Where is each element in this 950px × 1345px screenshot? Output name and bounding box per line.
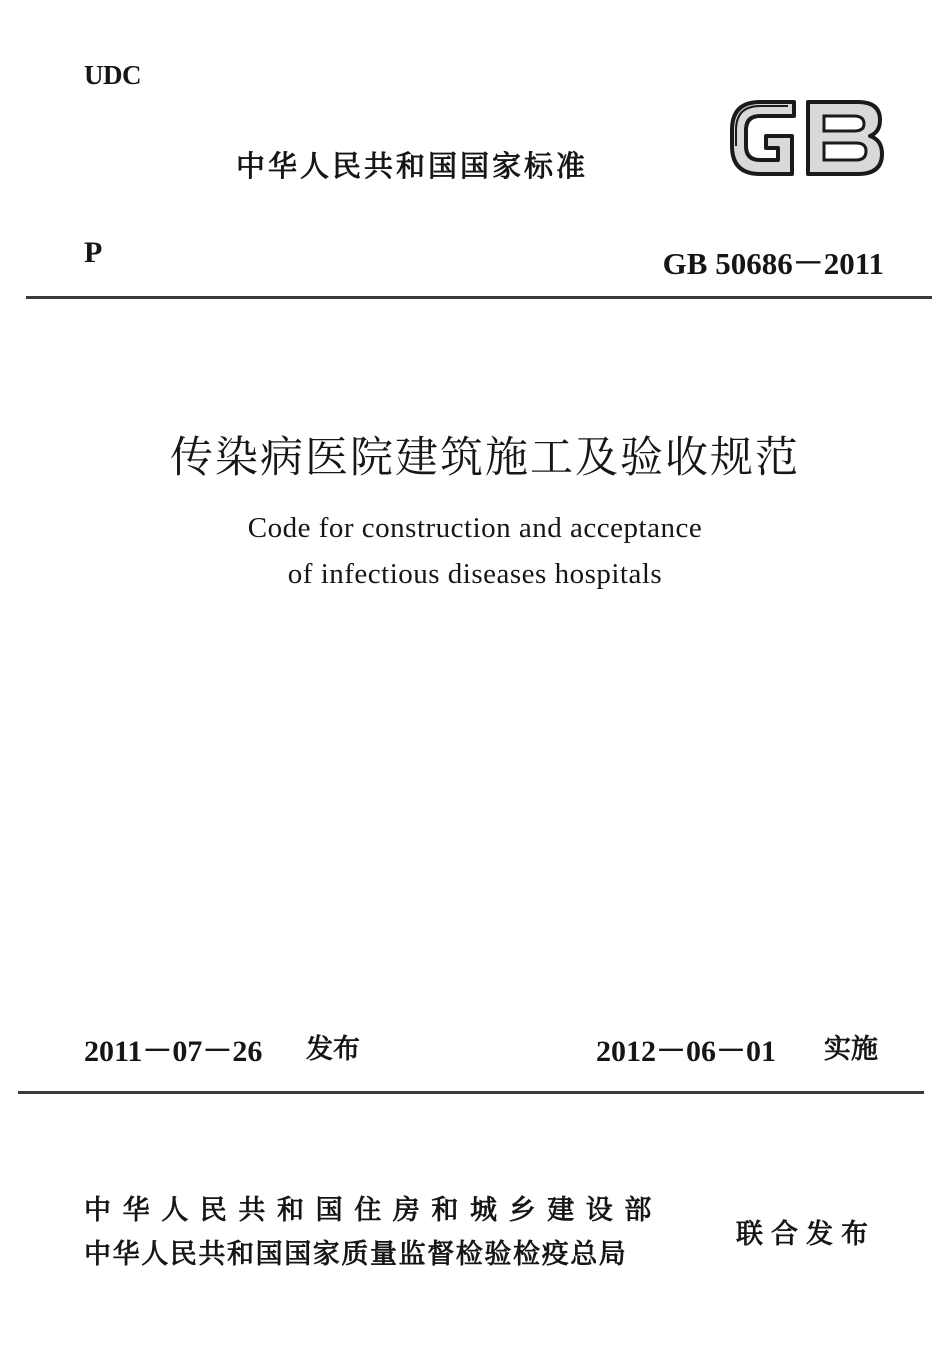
gb-logo bbox=[726, 96, 886, 180]
standard-number: GB 50686－2011 bbox=[662, 246, 884, 281]
title-english-line1: Code for construction and acceptance bbox=[247, 512, 703, 544]
title-english-line2: of infectious diseases hospitals bbox=[287, 558, 663, 590]
top-divider bbox=[26, 296, 932, 299]
udc-label: UDC bbox=[84, 60, 141, 90]
implementation-label: 实施 bbox=[824, 1034, 878, 1065]
issue-date: 2011－07－26 bbox=[84, 1035, 263, 1068]
standard-type-heading: 中华人民共和国国家标准 bbox=[236, 149, 589, 183]
bottom-divider bbox=[18, 1091, 924, 1094]
title-chinese: 传染病医院建筑施工及验收规范 bbox=[170, 433, 800, 483]
issue-label: 发布 bbox=[306, 1034, 360, 1065]
publisher-ministry-housing: 中华人民共和国住房和城乡建设部 bbox=[84, 1195, 663, 1226]
publisher-aqsiq: 中华人民共和国国家质量监督检验检疫总局 bbox=[84, 1239, 628, 1270]
joint-publish-label: 联合发布 bbox=[736, 1219, 876, 1250]
classification-code: P bbox=[84, 236, 103, 269]
implementation-date: 2012－06－01 bbox=[596, 1035, 776, 1068]
